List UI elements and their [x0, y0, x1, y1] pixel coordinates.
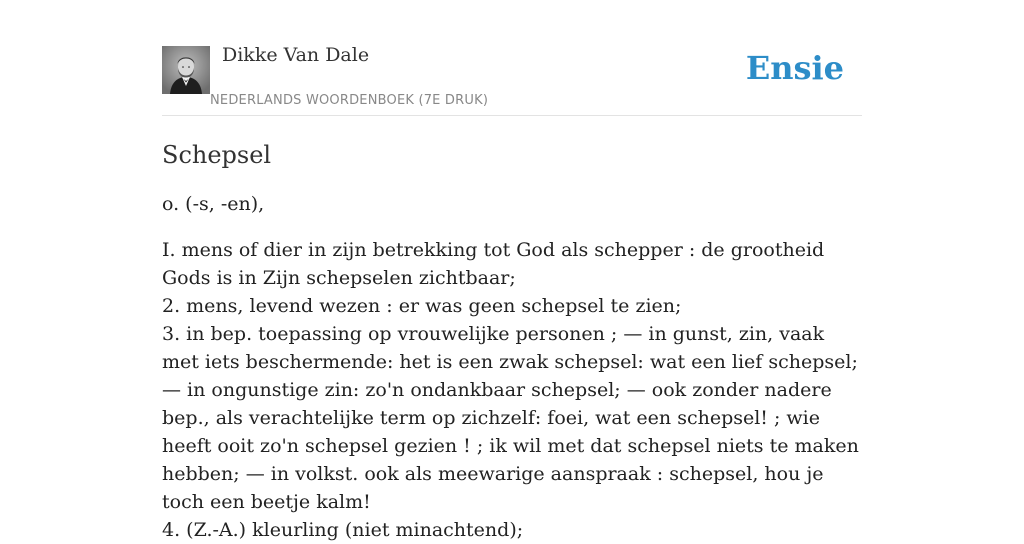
entry-grammar: o. (-s, -en),: [162, 193, 265, 215]
book-name[interactable]: NEDERLANDS WOORDENBOEK (7E DRUK): [210, 93, 489, 108]
definition-sense: I. mens of dier in zijn betrekking tot God als schepper : de grootheid Gods is in Zijn schepselen zichtbaar;: [162, 239, 825, 289]
author-name[interactable]: Dikke Van Dale: [222, 44, 370, 66]
site-header: [162, 0, 862, 116]
site-logo[interactable]: Ensie: [745, 49, 844, 87]
entry-title: Schepsel: [162, 141, 272, 169]
definition-sense: 2. mens, levend wezen : er was geen schepsel te zien;: [162, 295, 682, 317]
author-avatar[interactable]: [162, 46, 210, 94]
definition-sense: 4. (Z.-A.) kleurling (niet minachtend);: [162, 519, 524, 541]
definition-sense: 3. in bep. toepassing op vrouwelijke personen ; — in gunst, zin, vaak met iets beschermende: het is een zwak schepsel: wat een lief schepsel; — in ongunstige zin: zo'n ondankbaar schepsel; — ook zonder nadere bep., als verachtelijke term op zichzelf: foei, wat een schepsel! ; wie heeft ooit zo'n schepsel gezien ! ; ik wil met dat schepsel niets te maken hebben; — in volkst. ook als meewarige aanspraak : schepsel, hou je toch een beetje kalm!: [162, 323, 859, 513]
entry-content: [162, 138, 862, 544]
portrait-icon: [162, 46, 210, 94]
entry-definitions: [162, 236, 862, 544]
